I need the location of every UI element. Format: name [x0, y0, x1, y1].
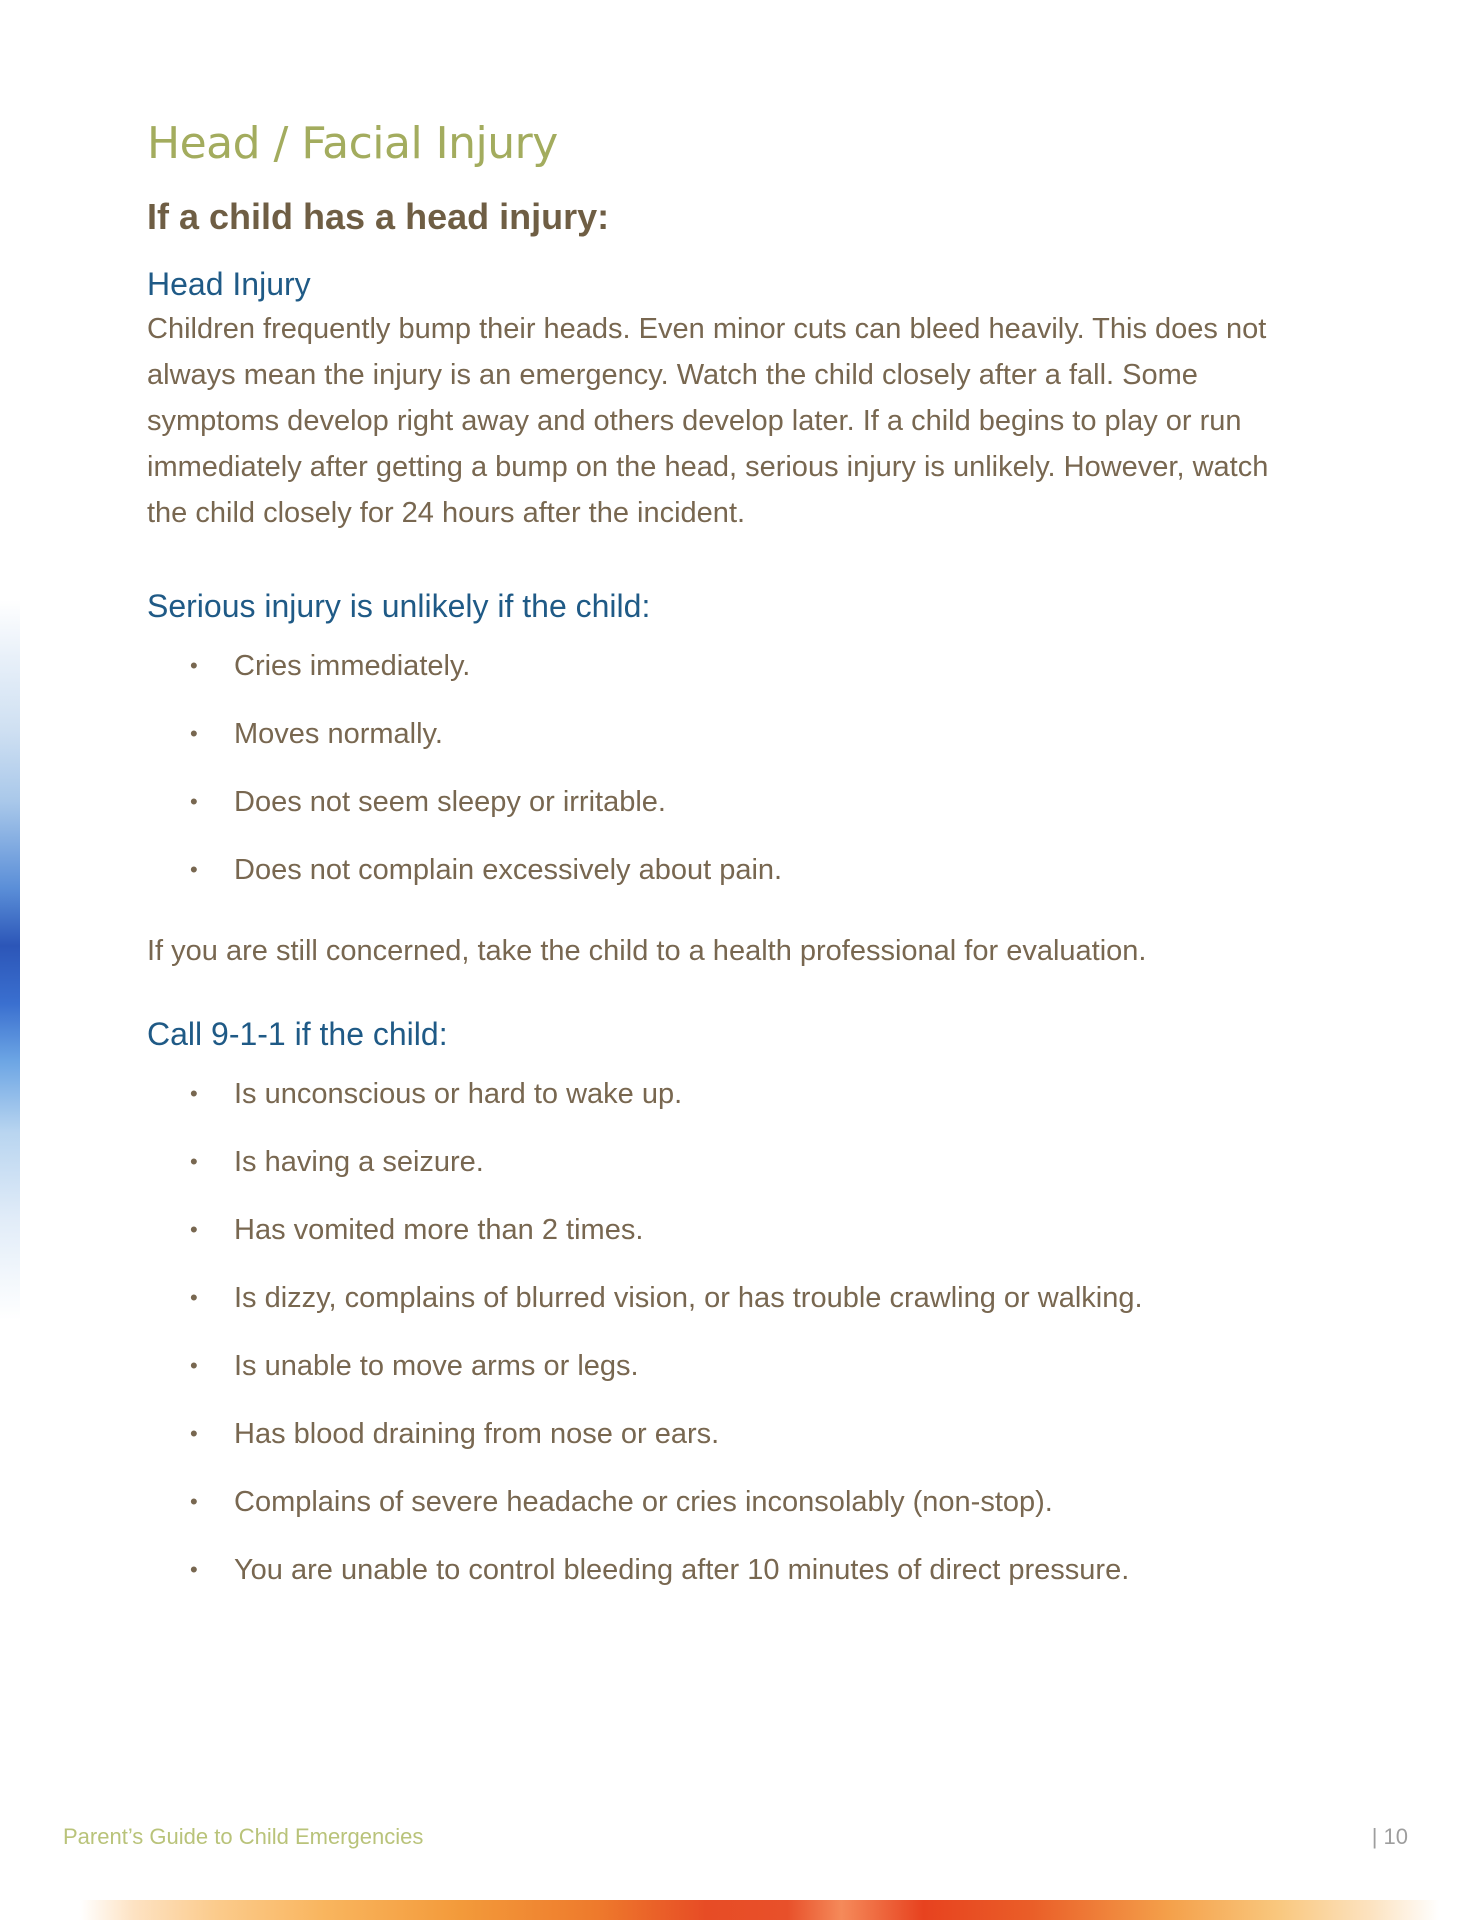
head-injury-paragraph: Children frequently bump their heads. Even minor cuts can bleed heavily. This does not always mean the injury is an emergency. Watch the child closely after a fall. Some symptoms develop right away and others develop later. If a child begins to play or run immediately after getting a bump on the head, serious injury is unlikely. However, watch the child closely for 24 hours after the incident. [147, 313, 1269, 529]
bullet-icon: • [190, 1217, 198, 1242]
list-item [147, 1264, 1287, 1332]
list-item [147, 1468, 1287, 1536]
bullet-icon: • [190, 1149, 198, 1174]
bullet-icon: • [190, 1557, 198, 1582]
bullet-icon: • [190, 1081, 198, 1106]
bullet-icon: • [190, 1353, 198, 1378]
list-item [147, 1332, 1287, 1400]
list-item-text: Is having a seizure. [234, 1146, 484, 1178]
bullet-icon: • [190, 1489, 198, 1514]
bullet-icon: • [190, 1285, 198, 1310]
bullet-icon: • [190, 1421, 198, 1446]
page-content [147, 110, 1287, 1604]
list-item-text: Moves normally. [234, 718, 443, 750]
decorative-bottom-bar [80, 1900, 1440, 1920]
list-item-text: Does not seem sleepy or irritable. [234, 786, 666, 818]
list-item-text: Does not complain excessively about pain. [234, 854, 783, 886]
bullet-icon: • [190, 653, 198, 678]
list-item-text: Is unconscious or hard to wake up. [234, 1078, 683, 1110]
list-item [147, 1536, 1287, 1604]
list-item [147, 836, 1287, 904]
list-item-text: Is unable to move arms or legs. [234, 1350, 639, 1382]
footer-guide-title: Parent’s Guide to Child Emergencies [63, 1824, 424, 1849]
list-item-text: Has vomited more than 2 times. [234, 1214, 644, 1246]
list-item-text: Cries immediately. [234, 650, 471, 682]
bullet-icon: • [190, 721, 198, 746]
decorative-side-strip [0, 600, 20, 1320]
list-item [147, 632, 1287, 700]
bullet-icon: • [190, 857, 198, 882]
list-item [147, 768, 1287, 836]
serious-unlikely-heading: Serious injury is unlikely if the child: [147, 588, 651, 624]
list-item [147, 1196, 1287, 1264]
list-item [147, 700, 1287, 768]
call-911-list [147, 1060, 1287, 1604]
list-item [147, 1128, 1287, 1196]
list-item-text: You are unable to control bleeding after 10 minutes of direct pressure. [234, 1554, 1130, 1586]
list-item-text: Complains of severe headache or cries inconsolably (non-stop). [234, 1486, 1053, 1518]
footer-page-number: | 10 [1371, 1824, 1408, 1849]
list-item-text: Is dizzy, complains of blurred vision, or has trouble crawling or walking. [234, 1282, 1143, 1314]
bullet-icon: • [190, 789, 198, 814]
head-injury-heading: Head Injury [147, 266, 311, 302]
page-subheading: If a child has a head injury: [147, 196, 610, 237]
page-title: Head / Facial Injury [147, 118, 558, 169]
call-911-heading: Call 9-1-1 if the child: [147, 1016, 448, 1052]
serious-unlikely-list [147, 632, 1287, 904]
list-item [147, 1400, 1287, 1468]
list-item-text: Has blood draining from nose or ears. [234, 1418, 720, 1450]
concern-paragraph: If you are still concerned, take the child to a health professional for evaluation. [147, 935, 1147, 967]
list-item [147, 1060, 1287, 1128]
